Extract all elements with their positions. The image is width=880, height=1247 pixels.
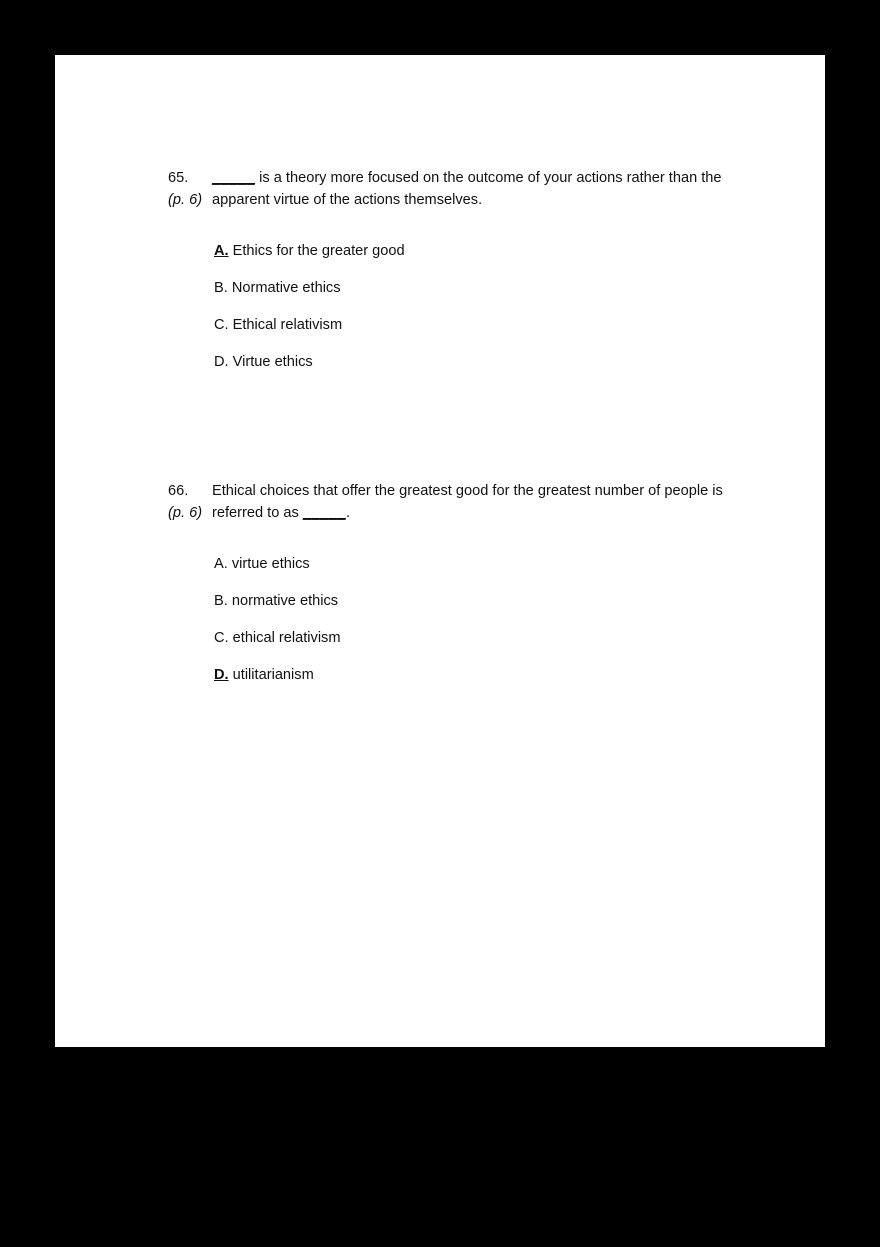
question-page-reference: (p. 6)	[168, 191, 203, 208]
question-page-reference: (p. 6)	[168, 504, 203, 521]
question-stem-text-end: .	[345, 504, 351, 521]
answer-option[interactable]	[214, 315, 768, 335]
question-stem-line-1	[168, 481, 768, 503]
answer-option-letter: B.	[214, 593, 228, 609]
question-stem-line-1	[168, 168, 768, 190]
answer-option-text: Normative ethics	[227, 280, 341, 296]
question-stem-line-2	[168, 190, 768, 212]
answer-option-text: ethical relativism	[228, 630, 341, 646]
answer-option[interactable]	[214, 628, 768, 648]
answer-option-text: normative ethics	[227, 593, 339, 609]
question-spacer	[168, 389, 768, 481]
answer-option[interactable]	[214, 554, 768, 574]
question-number: 66.	[168, 483, 189, 499]
question-stem-66	[168, 481, 768, 524]
answer-option-text: Virtue ethics	[228, 354, 313, 370]
question-stem-text-continued: referred to as	[212, 504, 303, 521]
answer-option-text: utilitarianism	[228, 667, 314, 683]
answer-option-text: Ethical relativism	[228, 317, 343, 333]
answer-option-letter: B.	[214, 280, 228, 296]
question-stem-text-continued: apparent virtue of the actions themselves.	[212, 191, 483, 208]
question-blank: _____	[302, 504, 346, 521]
answer-option[interactable]	[214, 591, 768, 611]
answer-option-letter: C.	[214, 317, 229, 333]
answer-option[interactable]	[214, 352, 768, 372]
answer-option-letter: D.	[214, 354, 229, 370]
answer-options-66	[214, 554, 768, 685]
answer-option[interactable]	[214, 665, 768, 685]
question-stem-line-2	[168, 503, 768, 525]
answer-option-text: virtue ethics	[227, 556, 310, 572]
document-content	[168, 168, 768, 702]
answer-option[interactable]	[214, 278, 768, 298]
question-stem-text: is a theory more focused on the outcome of your actions rather than the	[255, 170, 722, 186]
document-page	[55, 55, 825, 1047]
question-number: 65.	[168, 170, 189, 186]
answer-options-65	[214, 241, 768, 372]
answer-option[interactable]	[214, 241, 768, 261]
answer-option-letter: C.	[214, 630, 229, 646]
question-block-66	[168, 481, 768, 685]
answer-option-letter: A.	[214, 243, 229, 259]
question-stem-65	[168, 168, 768, 211]
answer-option-letter: A.	[214, 556, 228, 572]
question-block-65	[168, 168, 768, 372]
answer-option-text: Ethics for the greater good	[228, 243, 405, 259]
question-blank: _____	[212, 170, 256, 186]
answer-option-letter: D.	[214, 667, 229, 683]
question-stem-text: Ethical choices that offer the greatest good for the greatest number of people is	[212, 483, 723, 499]
